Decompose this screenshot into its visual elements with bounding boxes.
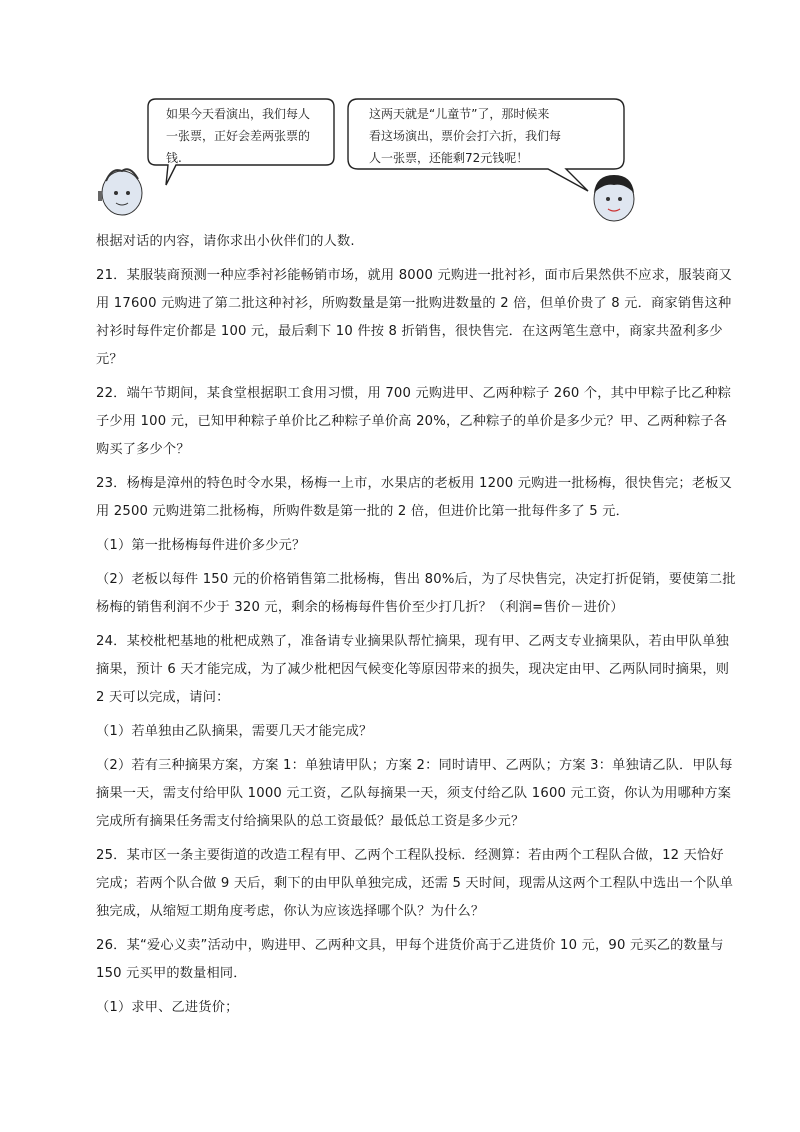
problem-24: 24．某校枇杷基地的枇杷成熟了，准备请专业摘果队帮忙摘果，现有甲、乙两支专业摘果队，若由甲队单独摘果，预计 6 天才能完成，为了减少枇杷因气候变化等原因带来的损失，现决定由甲、乙两队同时摘果，则 2 天可以完成，请问：: [96, 634, 730, 705]
problem-23-part-2: （2）老板以每件 150 元的价格销售第二批杨梅，售出 80%后，为了尽快售完，决定打折促销，要使第二批杨梅的销售利润不少于 320 元，剩余的杨梅每件售价至少打几折？（利润=售价－进价）: [96, 572, 736, 615]
problem-26: 26．某“爱心义卖”活动中，购进甲、乙两种文具，甲每个进货价高于乙进货价 10 元，90 元买乙的数量与 150 元买甲的数量相同．: [96, 938, 724, 981]
problem-25: 25．某市区一条主要街道的改造工程有甲、乙两个工程队投标．经测算：若由两个工程队合做，12 天恰好完成；若两个队合做 9 天后，剩下的由甲队单独完成，还需 5 天时间，现需从这两个工程队中选出一个队单独完成，从缩短工期角度考虑，你认为应该选择哪个队？为什么？: [96, 848, 734, 919]
left-bubble-text: [166, 103, 336, 169]
problem-23: 23．杨梅是漳州的特色时令水果，杨梅一上市，水果店的老板用 1200 元购进一批杨梅，很快售完；老板又用 2500 元购进第二批杨梅，所购件数是第一批的 2 倍，但进价比第一批每件多了 5 元．: [96, 476, 732, 519]
right-bubble-text: [369, 103, 609, 169]
problem-23-part-1: （1）第一批杨梅每件进价多少元？: [96, 538, 306, 553]
right-bubble-line: 这两天就是“儿童节”了，那时候来: [369, 107, 550, 121]
problem-24-part-1: （1）若单独由乙队摘果，需要几天才能完成？: [96, 724, 373, 739]
left-bubble-line: 如果今天看演出，我们每人: [166, 107, 311, 121]
girl-face-icon: [594, 175, 634, 221]
problem-21: 21．某服装商预测一种应季衬衫能畅销市场，就用 8000 元购进一批衬衫，面市后果然供不应求，服装商又用 17600 元购进了第二批这种衬衫，所购数量是第一批购进数量的 2 倍，但单价贵了 8 元．商家销售这种衬衫时每件定价都是 100 元，最后剩下 10 件按 8 折销售，很快售完．在这两笔生意中，商家共盈利多少元？: [96, 268, 732, 367]
left-bubble-line: 一张票，正好会差两张票的: [166, 129, 311, 143]
right-bubble-line: 看这场演出，票价会打六折，我们每: [369, 129, 562, 143]
right-bubble-line: 人一张票，还能剩72元钱呢！: [369, 151, 529, 165]
problem-intro: 根据对话的内容，请你求出小伙伴们的人数.: [96, 234, 355, 249]
left-bubble-line: 钱.: [166, 151, 182, 165]
problem-22: 22．端午节期间，某食堂根据职工食用习惯，用 700 元购进甲、乙两种粽子 260 个，其中甲粽子比乙种粽子少用 100 元，已知甲种粽子单价比乙种粽子单价高 20%，乙种粽子的单价是多少元？甲、乙两种粽子各购买了多少个？: [96, 386, 732, 457]
boy-face-icon: [98, 169, 142, 215]
problem-24-part-2: （2）若有三种摘果方案，方案 1：单独请甲队；方案 2：同时请甲、乙两队；方案 3：单独请乙队．甲队每摘果一天，需支付给甲队 1000 元工资，乙队每摘果一天，须支付给乙队 1600 元工资，你认为用哪种方案完成所有摘果任务需支付给摘果队的总工资最低？最低总工资是多少元？: [96, 758, 733, 829]
problem-26-part-1: （1）求甲、乙进货价；: [96, 1000, 239, 1015]
problem-list: [96, 228, 736, 1028]
